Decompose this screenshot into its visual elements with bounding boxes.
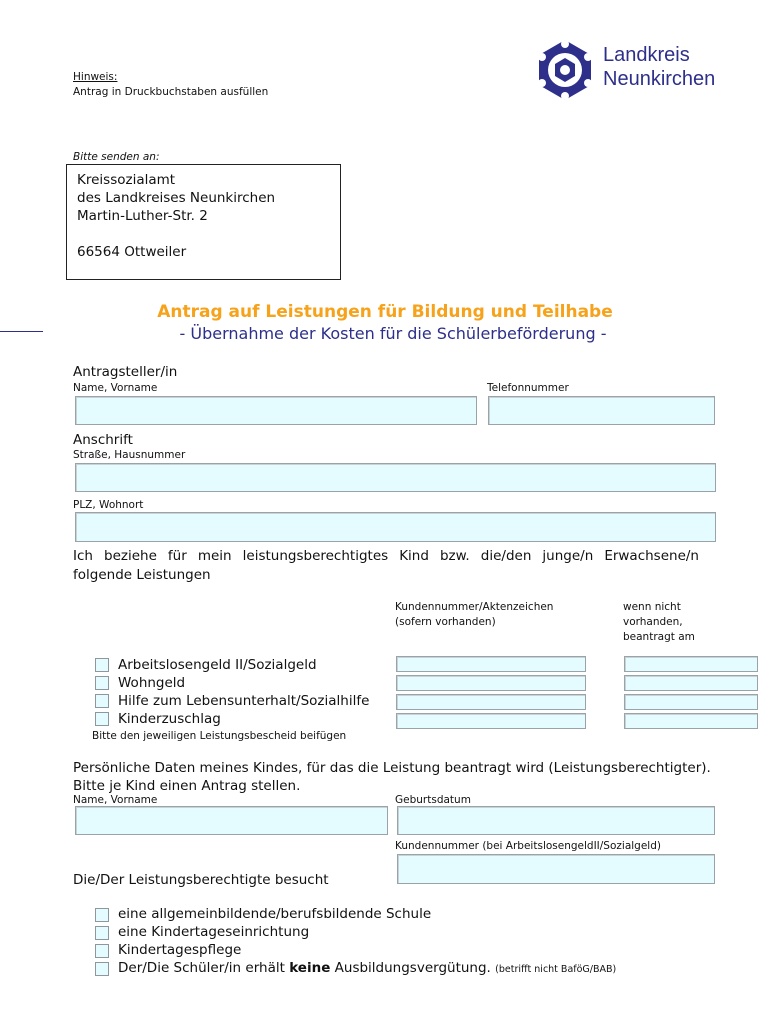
child-name-label: Name, Vorname	[73, 794, 158, 806]
visit-label-kita: eine Kindertageseinrichtung	[118, 924, 310, 940]
benefit-label-wohngeld: Wohngeld	[118, 675, 186, 691]
benefit-checkbox-kinderzuschlag[interactable]	[95, 712, 109, 726]
no-allowance-pre: Der/Die Schüler/in erhält	[118, 960, 290, 976]
applicant-phone-label: Telefonnummer	[487, 382, 569, 394]
child-intro-line-2: Bitte je Kind einen Antrag stellen.	[73, 778, 301, 794]
applicant-heading: Antragsteller/in	[73, 364, 178, 380]
visit-label-school: eine allgemeinbildende/berufsbildende Schule	[118, 906, 432, 922]
not-available-line2: vorhanden,	[623, 616, 683, 628]
visit-checkbox-tagespflege[interactable]	[95, 944, 109, 958]
benefit-label-sozialhilfe: Hilfe zum Lebensunterhalt/Sozialhilfe	[118, 693, 370, 709]
not-available-line1: wenn nicht	[623, 601, 681, 613]
benefit-date-field-kinderzuschlag[interactable]	[624, 713, 758, 729]
visit-checkbox-school[interactable]	[95, 908, 109, 922]
child-birth-label: Geburtsdatum	[395, 794, 471, 806]
not-available-line3: beantragt am	[623, 631, 695, 643]
logo-line-2: Neunkirchen	[603, 68, 716, 90]
plz-label: PLZ, Wohnort	[73, 499, 144, 511]
child-intro	[73, 759, 711, 795]
address-line-2: des Landkreises Neunkirchen	[77, 190, 276, 206]
visit-label-no-allowance	[118, 960, 616, 976]
child-birth-field[interactable]	[397, 806, 715, 835]
visit-checkbox-kita[interactable]	[95, 926, 109, 940]
logo-line-1: Landkreis	[603, 44, 690, 66]
visit-checkbox-no-allowance[interactable]	[95, 962, 109, 976]
benefit-date-field-wohngeld[interactable]	[624, 675, 758, 691]
child-name-field[interactable]	[75, 806, 388, 835]
send-to-label: Bitte senden an:	[73, 151, 160, 163]
address-line-4: 66564 Ottweiler	[77, 244, 187, 260]
address-heading: Anschrift	[73, 432, 133, 448]
benefit-customer-field-sozialhilfe[interactable]	[396, 694, 586, 710]
applicant-name-label: Name, Vorname	[73, 382, 158, 394]
customer-number-header	[395, 600, 553, 630]
street-field[interactable]	[75, 463, 716, 492]
street-label: Straße, Hausnummer	[73, 449, 186, 461]
benefits-note: Bitte den jeweiligen Leistungsbescheid beifügen	[92, 730, 347, 742]
address-line-1: Kreissozialamt	[77, 172, 176, 188]
logo-text	[603, 43, 715, 91]
benefit-date-field-sozialhilfe[interactable]	[624, 694, 758, 710]
hint-text: Antrag in Druckbuchstaben ausfüllen	[73, 86, 269, 98]
benefit-label-alg2: Arbeitslosengeld II/Sozialgeld	[118, 657, 317, 673]
benefit-date-field-alg2[interactable]	[624, 656, 758, 672]
form-subtitle: - Übernahme der Kosten für die Schülerbeförderung -	[179, 324, 607, 343]
margin-mark	[0, 331, 43, 332]
child-customer-label: Kundennummer (bei ArbeitslosengeldII/Sozialgeld)	[395, 840, 661, 852]
address-box	[66, 164, 341, 280]
child-customer-field[interactable]	[397, 854, 715, 884]
customer-number-sub: (sofern vorhanden)	[395, 616, 496, 628]
benefits-intro: Ich beziehe für mein leistungsberechtigtes Kind bzw. die/den junge/n Erwachsene/n folgende Leistungen	[73, 548, 699, 583]
no-allowance-note: (betrifft nicht BaföG/BAB)	[495, 964, 617, 975]
visit-label-tagespflege: Kindertagespflege	[118, 942, 242, 958]
child-intro-line-1: Persönliche Daten meines Kindes, für das die Leistung beantragt wird (Leistungsberechtigter).	[73, 760, 711, 776]
no-allowance-post: Ausbildungsvergütung.	[330, 960, 491, 976]
no-allowance-bold: keine	[289, 960, 331, 976]
landkreis-logo-icon	[533, 38, 597, 102]
benefit-checkbox-wohngeld[interactable]	[95, 676, 109, 690]
plz-field[interactable]	[75, 512, 716, 542]
benefit-label-kinderzuschlag: Kinderzuschlag	[118, 711, 221, 727]
visits-heading: Die/Der Leistungsberechtigte besucht	[73, 872, 329, 888]
address-lines	[77, 171, 275, 261]
not-available-header	[623, 600, 695, 645]
benefit-customer-field-wohngeld[interactable]	[396, 675, 586, 691]
benefit-customer-field-kinderzuschlag[interactable]	[396, 713, 586, 729]
benefit-checkbox-sozialhilfe[interactable]	[95, 694, 109, 708]
form-title: Antrag auf Leistungen für Bildung und Teilhabe	[157, 302, 613, 322]
address-line-3: Martin-Luther-Str. 2	[77, 208, 208, 224]
benefit-checkbox-alg2[interactable]	[95, 658, 109, 672]
customer-number-col: Kundennummer/Aktenzeichen	[395, 601, 554, 613]
applicant-phone-field[interactable]	[488, 396, 715, 425]
benefit-customer-field-alg2[interactable]	[396, 656, 586, 672]
hint-block	[73, 70, 268, 100]
applicant-name-field[interactable]	[75, 396, 477, 425]
hint-title: Hinweis:	[73, 71, 118, 83]
